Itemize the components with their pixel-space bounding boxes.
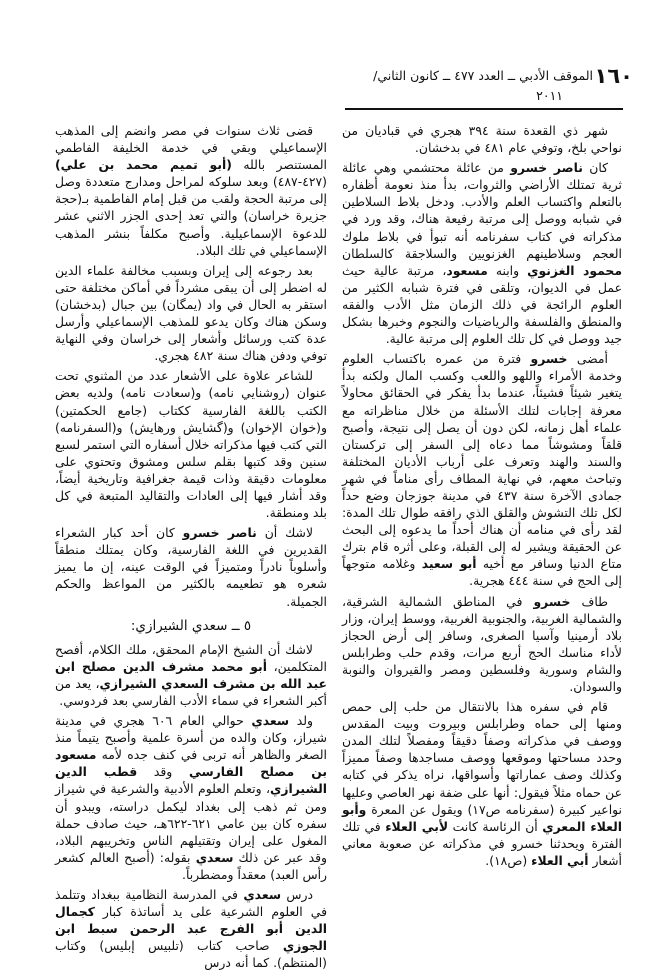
paragraph [342, 698, 622, 869]
bold-name: ناصر خسرو [510, 160, 583, 176]
text-run: للشاعر علاوة على الأشعار عدد من المثنوي تحت عنوان (روشنايي نامه) و(سعادت نامه) ولديه بعض الكتب باللغة الفارسية ككتاب (جامع الحكمتين) و(خوان الإخوان) و(گشايش ورهايش) و(السفرنامه) التي كتب فيها مذكراته خلال أسفاره التي استمر لسبع سنين وقد كتبها بقلم سلس ومشوق وتحتوي على معلومات دقيقة وذات قيمة جغرافية وتاريخية أيضاً، وقد أشار فيها إلى العادات والتقاليد المتبعة في كل بلد ومنطقة. [55, 368, 327, 521]
text-run: (٤٢٧-٤٨٧) وبعد سلوكه لمراحل ومدارج متعددة وصل إلى مرتبة الحجة ولقب من قبل إمام الفاطمية بـ(حجة جزيرة خراسان) والتي تعد إحدى الجزر الاثني عشر للدعوة الإسماعيلية. وأصبح مكلفاً بنشر المذهب الإسماعيلي في تلك البلاد. [55, 174, 327, 258]
running-header [345, 62, 633, 108]
text-run: وقد [137, 764, 189, 780]
text-run: في المناطق الشمالية الشرقية، والشمالية الغربية، والجنوبية الغربية، ووسط إيران، وزار بلاد أرمينيا وآسيا الصغرى، وسافر إلى أرض الحجاز لأداء مناسك الحج أربع مرات، وقدم حلب وطرابلس والشام وسورية وفلسطين ومصر والقيروان والنوبة والسودان. [342, 593, 622, 694]
paragraph [55, 122, 327, 259]
left-text-column [55, 122, 327, 971]
journal-title: الموقف الأدبي ــ العدد ٤٧٧ ــ كانون الثاني/ [373, 68, 593, 83]
paragraph [55, 641, 327, 709]
bold-name: وأبو العلاء المعري [342, 801, 622, 834]
text-run: فترة من عمره باكتساب العلوم وخدمة الأمراء واللهو واللعب وكسب المال ولكنه بدأ يتغير شيئاً فشيئاً، عندما بدأ يفكر في الحقائق محاولاً معرفة إجابات لتلك الأسئلة من خلال مناظراته مع علماء أهل زمانه، لكن دون أن يصل إلى نتيجة، وأصبح قلقاً ومشوشاً مما دعاه إلى السفر إلى تركستان والسند والهند وتعرف على أرباب الأديان المختلفة وتباحث معهم، في نهاية المطاف رأى مناماً في شهر جمادى الآخرة سنة ٤٣٧ في مدينة جوزجان وضع حداً لكل تلك التشوش والقلق الذي رافقه طوال تلك المدة: لقد رأى في منامه أن هناك أحداً ما يدعوه إلى البحث عن الحقيقة ويشير له إلى القبلة، وعلى أثره قام بترك متاع الدنيا وسافر مع أخيه [342, 351, 622, 572]
paragraph [342, 350, 622, 589]
paragraph [342, 122, 622, 156]
paragraph [55, 524, 327, 609]
paragraph [342, 593, 622, 696]
paragraph [55, 262, 327, 365]
bold-name: سعدي [243, 887, 282, 903]
text-run: لاشك أن الشيخ الإمام المحقق، ملك الكلام، أفصح المتكلمين، [55, 641, 327, 674]
text-run: ، يعد من أكبر الشعراء في سماء الأدب الفارسي بعد فردوسي. [55, 675, 327, 708]
bold-name: لأبي العلاء [385, 818, 449, 834]
section-heading: ٥ ــ سعدي الشيرازي: [130, 617, 252, 634]
bold-name: مسعود بن مصلح الفارسي [55, 747, 327, 780]
bold-name: (أبو تميم محمد بن علي) [55, 157, 232, 173]
bold-name: قطب الدين الشيرازي [55, 764, 327, 797]
text-run: ، مرتبة عالية حيث عمل في الديوان، وتلقى في فترة شبابه الكثير من العلوم الرائجة في ذلك الزمان مثل الأدب والفقه والمنطق والفلسفة والرياضيات والنجوم وخبرها بشكل جيد ووصل في كل تلك العلوم إلى مرتبة عالية. [342, 262, 622, 347]
text-run: ، وتعلم العلوم الأدبية والشرعية في شيراز ومن ثم ذهب إلى بغداد ليكمل دراسته، ويبدو أن سفره كان بين عامي ٦٢١-٦٢٢هـ، حيث صادف حملة المغول على إيران وتقتيلهم الناس وتخريبهم البلاد، وقد عبر عن ذلك [55, 781, 327, 865]
bold-name: سعدي [251, 713, 290, 729]
text-run: في المدرسة النظامية ببغداد وتتلمذ في العلوم الشرعية على يد أساتذة كبار [55, 887, 327, 920]
bold-name: خسرو [530, 351, 568, 367]
text-run: وغلامه متوجهاً إلى الحج في سنة ٤٤٤ هجرية. [342, 556, 622, 589]
text-run: في تلك الفترة ويحدثنا خسرو في مذكراته عن صعوبة معاني أشعار [342, 818, 622, 868]
bold-name: أبو محمد مشرف الدين مصلح ابن عبد الله بن مشرف السعدي الشيرازي [55, 658, 327, 691]
text-run: أن الرئاسة كانت [448, 818, 543, 834]
text-run: كان أحد كبار الشعراء القديرين في اللغة الفارسية، وكان يمتلك منطقاً وأسلوباً نادراً ومتميزاً في الوقت عينه، إن ما يميز شعره هو تطعيمه بالكثير من المواعظ والحكم الجميلة. [55, 525, 327, 609]
bold-name: أبي العلاء [531, 852, 589, 868]
text-run: صاحب كتاب (تلبيس إبليس) وكتاب (المنتظم). كما أنه درس [55, 938, 327, 971]
text-run: ولد [289, 713, 314, 729]
text-run: حوالي العام ٦٠٦ هجري في مدينة شيراز، وكان والده من أسرة علمية وأصبح يتيماً منذ الصغر والظاهر أنه تربى في كنف جده لأمه [55, 713, 327, 763]
paragraph [342, 159, 622, 347]
header-rule [345, 108, 623, 110]
bold-name: خسرو [533, 593, 571, 609]
paragraph [55, 712, 327, 883]
bold-name: كجمال الدين أبو الفرج عبد الرحمن سبط ابن الجوزي [55, 904, 327, 954]
text-run: بعد رجوعه إلى إيران وبسبب مخالفة علماء الدين له اضطر إلى أن يبقى مشرداً في أماكن مختلفة حتى استقر به الحال في واد (يمگان) بين جبال (بدخشان) وسكن هناك وكان يدعو للمذهب الإسماعيلي وأرسل عدة كتب ورسائل وأشعار إلى خراسان وفي النهاية توفي ودفن هناك سنة ٤٨٢ هجري. [55, 262, 327, 364]
text-run: لاشك أن [256, 525, 314, 541]
text-run: قضى ثلاث سنوات في مصر وانضم إلى المذهب الإسماعيلي وبقي في خدمة الخليفة الفاطمي المستنصر بالله [55, 123, 327, 173]
text-run: من عائلة محتشمي وهي عائلة ثرية تمتلك الأراضي والثروات، بدأ منذ نعومة أظفاره بالتعلم واكتساب العلم والأدب. ودخل بلاط السلاطين في شبابه ووصل إلى مرتبة رفيعة هناك، وقد ورد في مذكراته في كتاب سفرنامه أنه تبوأ في بلاط ملوك العجم وسلاطينهم الغزنويين والسلاجقة كالسلطان [342, 160, 622, 261]
text-run: قام في سفره هذا بالانتقال من حلب إلى حمص ومنها إلى حماه وطرابلس وبيروت وبيت المقدس ووصف في مذكراته وصفاً دقيقاً ومفصلاً لتلك المدن وحدد مساحتها وموقعها ووصف مساجدها وصفاً مميزاً وكذلك وصف عماراتها وأسواقها، نراه يذكر في كتابه عن حماه مثلاً فيقول: أنها على ضفة نهر العاصي وعليها نواعير كبيرة (سفرنامه ص١٧) ويقول عن المعرة [342, 699, 622, 817]
bold-name: مسعود [446, 262, 488, 278]
journal-year: ٢٠١١ [536, 88, 563, 103]
text-run: بقوله: (أصبح العالم كشعر رأس العبد) معقداً ومضطرباً. [55, 849, 327, 882]
text-run: كان [582, 160, 608, 176]
paragraph [55, 367, 327, 521]
paragraph [55, 886, 327, 971]
bold-name: سعدي [195, 849, 234, 865]
text-run: درس [281, 887, 313, 903]
bold-name: محمود الغزنوي [527, 262, 623, 278]
bold-name: أبو سعيد [421, 556, 477, 572]
text-run: (ص١٨). [485, 852, 532, 868]
saadi-section [55, 641, 327, 972]
text-run: أمضى [567, 351, 608, 367]
right-text-column [342, 122, 622, 882]
text-run: طاف [570, 593, 608, 609]
nasir-khusraw-continued [55, 122, 327, 610]
page-number: ١٦٠ [594, 64, 633, 88]
text-run: شهر ذي القعدة سنة ٣٩٤ هجري في قباديان من نواحي بلخ، وتوفي عام ٤٨١ في بدخشان. [342, 123, 622, 156]
text-run: وابنه [487, 262, 528, 278]
bold-name: ناصر خسرو [182, 525, 257, 541]
